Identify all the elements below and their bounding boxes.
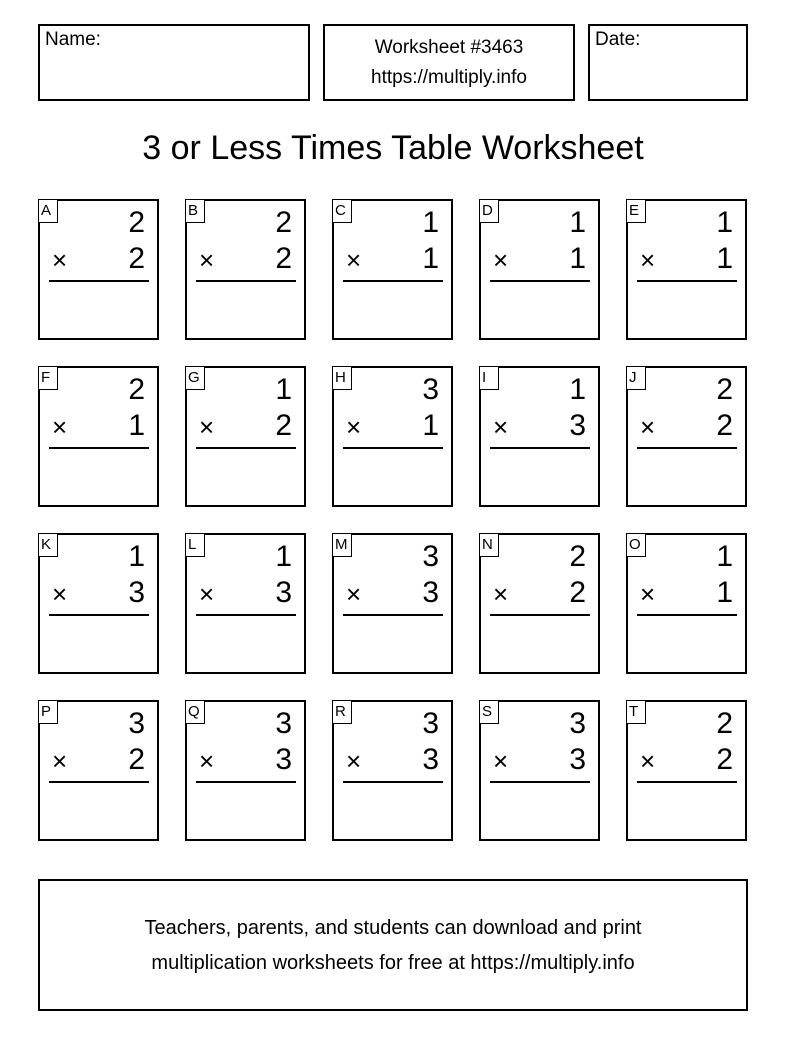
date-label: Date: <box>595 29 641 50</box>
problem-label: I <box>479 366 499 390</box>
problem-card[interactable] <box>185 533 306 674</box>
multiplicand: 2 <box>569 540 586 573</box>
date-field[interactable] <box>588 24 748 101</box>
multiplier: 2 <box>716 743 733 776</box>
multiplicand: 3 <box>422 707 439 740</box>
answer-line <box>49 614 149 616</box>
multiplicand: 3 <box>422 373 439 406</box>
times-sign: × <box>52 579 68 609</box>
times-sign: × <box>346 579 362 609</box>
multiplicand: 1 <box>422 206 439 239</box>
times-sign: × <box>199 579 215 609</box>
times-sign: × <box>493 412 509 442</box>
multiplier: 3 <box>422 576 439 609</box>
footer-line-2: multiplication worksheets for free at https://multiply.info <box>151 952 635 974</box>
multiplicand: 1 <box>716 206 733 239</box>
multiplicand: 3 <box>128 707 145 740</box>
answer-line <box>637 614 737 616</box>
multiplier: 2 <box>716 409 733 442</box>
times-sign: × <box>52 412 68 442</box>
answer-line <box>343 781 443 783</box>
answer-line <box>490 781 590 783</box>
times-sign: × <box>346 746 362 776</box>
problem-label: L <box>185 533 205 557</box>
multiplier: 1 <box>422 409 439 442</box>
multiplier: 3 <box>569 409 586 442</box>
multiplicand: 1 <box>128 540 145 573</box>
answer-line <box>196 447 296 449</box>
problem-card[interactable] <box>185 700 306 841</box>
multiplier: 2 <box>128 242 145 275</box>
name-label: Name: <box>45 29 101 50</box>
multiplicand: 2 <box>275 206 292 239</box>
multiplier: 1 <box>128 409 145 442</box>
problem-label: E <box>626 199 646 223</box>
multiplier: 3 <box>275 743 292 776</box>
worksheet-info <box>323 24 575 101</box>
multiplicand: 2 <box>128 373 145 406</box>
answer-line <box>343 614 443 616</box>
problem-card[interactable] <box>332 366 453 507</box>
footer-note <box>38 879 748 1011</box>
answer-line <box>490 447 590 449</box>
problem-card[interactable] <box>626 533 747 674</box>
problem-card[interactable] <box>38 533 159 674</box>
footer-line-1: Teachers, parents, and students can download and print <box>144 917 642 939</box>
problem-card[interactable] <box>332 533 453 674</box>
multiplicand: 1 <box>569 206 586 239</box>
multiplier: 1 <box>569 242 586 275</box>
times-sign: × <box>52 245 68 275</box>
answer-line <box>49 280 149 282</box>
answer-line <box>196 280 296 282</box>
answer-line <box>49 447 149 449</box>
multiplicand: 3 <box>275 707 292 740</box>
problem-label: S <box>479 700 499 724</box>
multiplier: 2 <box>569 576 586 609</box>
problem-label: C <box>332 199 352 223</box>
times-sign: × <box>640 245 656 275</box>
times-sign: × <box>199 412 215 442</box>
multiplier: 2 <box>275 242 292 275</box>
problem-card[interactable] <box>38 366 159 507</box>
multiplier: 3 <box>275 576 292 609</box>
answer-line <box>49 781 149 783</box>
problem-label: R <box>332 700 352 724</box>
answer-line <box>637 447 737 449</box>
problem-card[interactable] <box>185 199 306 340</box>
problem-label: P <box>38 700 58 724</box>
name-field[interactable] <box>38 24 310 101</box>
multiplicand: 1 <box>275 540 292 573</box>
multiplier: 1 <box>716 242 733 275</box>
problem-card[interactable] <box>332 700 453 841</box>
multiplier: 2 <box>275 409 292 442</box>
answer-line <box>637 781 737 783</box>
problem-label: O <box>626 533 646 557</box>
problem-label: T <box>626 700 646 724</box>
answer-line <box>490 280 590 282</box>
page-title: 3 or Less Times Table Worksheet <box>142 129 644 167</box>
multiplicand: 2 <box>716 707 733 740</box>
multiplier: 3 <box>422 743 439 776</box>
times-sign: × <box>640 412 656 442</box>
problem-card[interactable] <box>626 366 747 507</box>
problem-card[interactable] <box>626 199 747 340</box>
times-sign: × <box>346 245 362 275</box>
multiplicand: 1 <box>275 373 292 406</box>
problem-card[interactable] <box>479 700 600 841</box>
problem-label: K <box>38 533 58 557</box>
problem-label: G <box>185 366 205 390</box>
multiplicand: 1 <box>716 540 733 573</box>
problem-label: F <box>38 366 58 390</box>
answer-line <box>343 447 443 449</box>
problem-card[interactable] <box>332 199 453 340</box>
problem-card[interactable] <box>479 199 600 340</box>
problem-card[interactable] <box>626 700 747 841</box>
answer-line <box>196 781 296 783</box>
answer-line <box>343 280 443 282</box>
problem-label: M <box>332 533 352 557</box>
multiplicand: 2 <box>716 373 733 406</box>
problem-label: D <box>479 199 499 223</box>
multiplier: 3 <box>128 576 145 609</box>
problem-card[interactable] <box>38 199 159 340</box>
times-sign: × <box>493 245 509 275</box>
times-sign: × <box>199 746 215 776</box>
times-sign: × <box>52 746 68 776</box>
multiplier: 3 <box>569 743 586 776</box>
multiplicand: 3 <box>569 707 586 740</box>
times-sign: × <box>640 746 656 776</box>
answer-line <box>637 280 737 282</box>
times-sign: × <box>493 746 509 776</box>
answer-line <box>196 614 296 616</box>
times-sign: × <box>640 579 656 609</box>
problem-label: H <box>332 366 352 390</box>
multiplier: 1 <box>716 576 733 609</box>
times-sign: × <box>346 412 362 442</box>
problem-card[interactable] <box>479 366 600 507</box>
problem-label: N <box>479 533 499 557</box>
problem-card[interactable] <box>185 366 306 507</box>
problem-card[interactable] <box>38 700 159 841</box>
multiplicand: 1 <box>569 373 586 406</box>
problem-label: A <box>38 199 58 223</box>
multiplier: 1 <box>422 242 439 275</box>
problem-label: J <box>626 366 646 390</box>
problem-label: Q <box>185 700 205 724</box>
times-sign: × <box>493 579 509 609</box>
multiplicand: 3 <box>422 540 439 573</box>
answer-line <box>490 614 590 616</box>
problem-card[interactable] <box>479 533 600 674</box>
multiplicand: 2 <box>128 206 145 239</box>
worksheet-url: https://multiply.info <box>371 67 527 88</box>
problem-label: B <box>185 199 205 223</box>
multiplier: 2 <box>128 743 145 776</box>
times-sign: × <box>199 245 215 275</box>
worksheet-number: Worksheet #3463 <box>374 37 524 58</box>
